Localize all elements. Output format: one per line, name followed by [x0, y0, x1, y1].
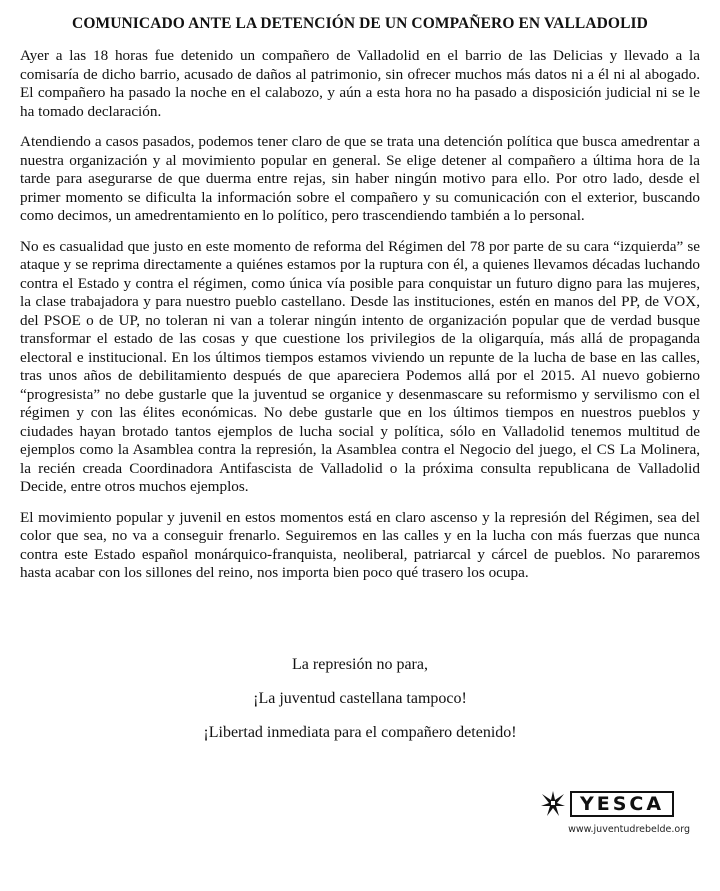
closing-line-1: La represión no para,: [292, 656, 428, 673]
document-body: [20, 14, 700, 595]
paragraph-3: No es casualidad que justo en este momento de reforma del Régimen del 78 por parte de su cara “izquierda” se ataque y se reprima directamente a quiénes estamos por la ruptura con él, a quienes llevamos décadas luchando contra el Estado y contra el régimen, como única vía posible para conquistar un futuro digno para las mujeres, la clase trabajadora y para nuestro pueblo castellano. Desde las instituciones, estén en manos del PP, de VOX, del PSOE o de UP, no toleran ni van a tolerar ningún intento de organización popular que de verdad busque transformar el estado de las cosas y que cuestione los privilegios de la oligarquía, más allá de propaganda electoral e institucional. En los últimos tiempos estamos viviendo un repunte de la lucha de base en las calles, tras unos años de debilitamiento después de que apareciera Podemos allá por el 2015. Al nuevo gobierno “progresista” no debe gustarle que la juventud se organice y desenmascare su reformismo y servilismo con el régimen y con las élites económicas. No debe gustarle que en los últimos tiempos en nuestros pueblos y ciudades hayan brotado tantos ejemplos de lucha social y política, sólo en Valladolid tenemos multitud de ejemplos como la Asamblea contra la represión, la Asamblea contra el Negocio del juego, el CS La Molinera, la recién creada Coordinadora Antifascista de Valladolid o la próxima consulta republicana de Valladolid Decide, entre otros muchos ejemplos.: [20, 237, 700, 495]
yesca-logo: [540, 790, 690, 840]
logo-row: [540, 790, 690, 818]
paragraph-4: El movimiento popular y juvenil en estos momentos está en claro ascenso y la represión del Régimen, sea del color que sea, no va a conseguir frenarlo. Seguiremos en las calles y en la lucha con más fuerzas que nunca contra este Estado español monárquico-franquista, neoliberal, patriarcal y cárcel de pueblos. No pararemos hasta acabar con los sillones del reino, nos importa bien poco qué trasero los ocupa.: [20, 508, 700, 581]
star-burst-icon: [540, 790, 566, 818]
logo-wordmark: YESCA: [570, 791, 674, 817]
paragraph-1: Ayer a las 18 horas fue detenido un compañero de Valladolid en el barrio de las Delicias y llevado a la comisaría de dicho barrio, acusado de daños al patrimonio, sin ofrecer muchos más datos ni a él ni al abogado. El compañero ha pasado la noche en el calabozo, y aún a esta hora no ha pasado a disposición judicial ni se le ha tomado declaración.: [20, 47, 700, 120]
logo-url: www.juventudrebelde.org: [568, 824, 690, 835]
closing-line-3: ¡Libertad inmediata para el compañero detenido!: [203, 724, 517, 741]
document-title: COMUNICADO ANTE LA DETENCIÓN DE UN COMPAÑERO EN VALLADOLID: [72, 15, 648, 32]
paragraph-2: Atendiendo a casos pasados, podemos tener claro de que se trata una detención política que busca amedrentar a nuestra organización y al movimiento popular en general. Se elige detener al compañero a última hora de la tarde para asegurarse de que duerma entre rejas, sin haber ningún motivo para ello. Por otro lado, desde el primer momento se dificulta la información sobre el compañero y su comunicación con el exterior, buscando como decimos, un amedrentamiento en lo político, pero trascendiendo también a lo personal.: [20, 133, 700, 224]
closing-line-2: ¡La juventud castellana tampoco!: [253, 690, 467, 707]
closing-slogans: [0, 648, 720, 750]
